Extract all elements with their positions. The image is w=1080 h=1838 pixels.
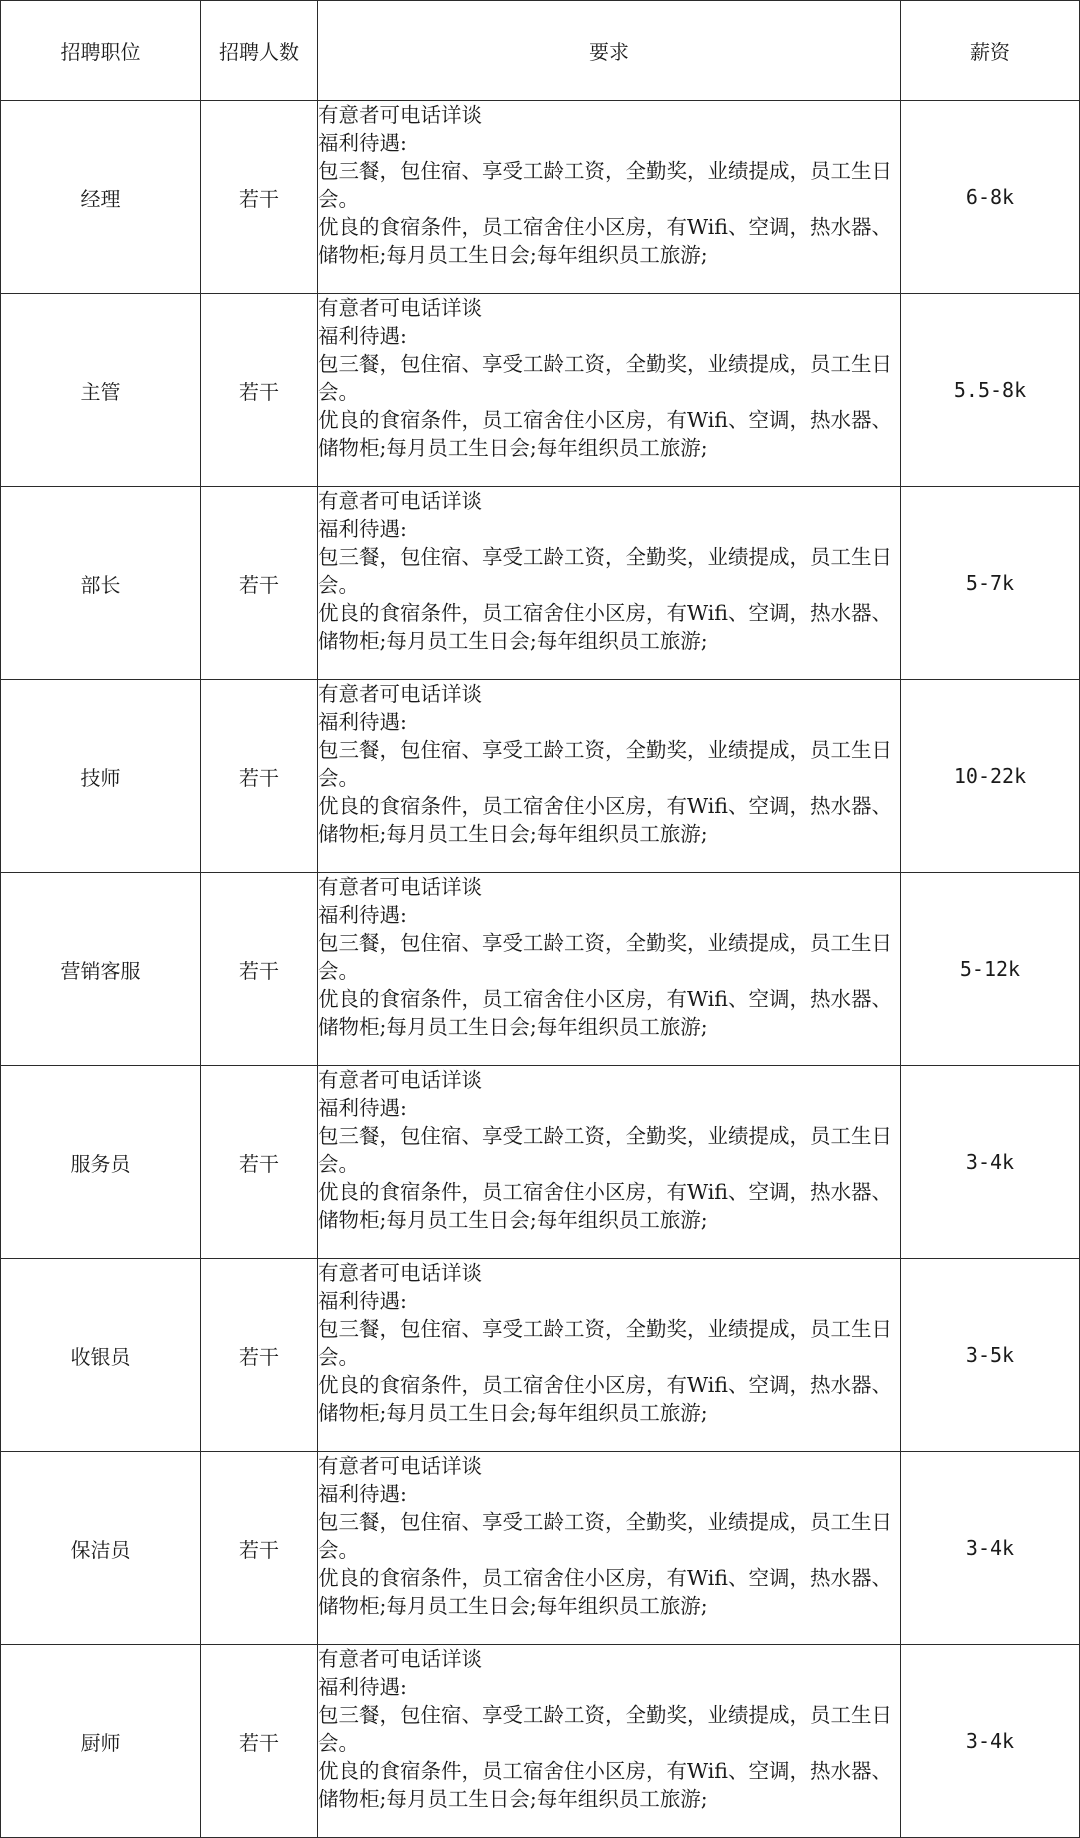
position-cell: 技师 — [1, 680, 201, 873]
salary-cell: 6-8k — [901, 101, 1080, 294]
requirements-cell — [318, 294, 901, 487]
salary-cell: 3-4k — [901, 1645, 1080, 1838]
count-cell: 若干 — [201, 1066, 318, 1259]
requirement-line: 福利待遇: — [318, 1289, 407, 1313]
header-requirements: 要求 — [318, 1, 901, 101]
requirement-line: 优良的食宿条件，员工宿舍住小区房，有Wifi、空调，热水器、储物柜;每月员工生日会;每年组织员工旅游; — [318, 1759, 892, 1811]
requirement-line: 福利待遇: — [318, 1482, 407, 1506]
requirement-line: 包三餐，包住宿、享受工龄工资，全勤奖，业绩提成，员工生日会。 — [318, 545, 892, 597]
requirement-line: 有意者可电话详谈 — [318, 1068, 482, 1092]
requirement-line: 福利待遇: — [318, 324, 407, 348]
position-cell: 经理 — [1, 101, 201, 294]
count-cell: 若干 — [201, 680, 318, 873]
salary-cell: 10-22k — [901, 680, 1080, 873]
salary-cell: 5-7k — [901, 487, 1080, 680]
requirements-cell — [318, 101, 901, 294]
table-row — [1, 487, 1080, 680]
count-cell: 若干 — [201, 1452, 318, 1645]
requirement-line: 福利待遇: — [318, 1675, 407, 1699]
requirement-line: 有意者可电话详谈 — [318, 489, 482, 513]
requirement-line: 有意者可电话详谈 — [318, 682, 482, 706]
requirement-line: 包三餐，包住宿、享受工龄工资，全勤奖，业绩提成，员工生日会。 — [318, 352, 892, 404]
count-cell: 若干 — [201, 873, 318, 1066]
position-cell: 保洁员 — [1, 1452, 201, 1645]
requirement-line: 优良的食宿条件，员工宿舍住小区房，有Wifi、空调，热水器、储物柜;每月员工生日会;每年组织员工旅游; — [318, 987, 892, 1039]
requirement-line: 优良的食宿条件，员工宿舍住小区房，有Wifi、空调，热水器、储物柜;每月员工生日会;每年组织员工旅游; — [318, 408, 892, 460]
requirement-line: 优良的食宿条件，员工宿舍住小区房，有Wifi、空调，热水器、储物柜;每月员工生日会;每年组织员工旅游; — [318, 1180, 892, 1232]
table-row — [1, 873, 1080, 1066]
count-cell: 若干 — [201, 1645, 318, 1838]
requirement-line: 福利待遇: — [318, 517, 407, 541]
header-row — [1, 1, 1080, 101]
header-salary: 薪资 — [901, 1, 1080, 101]
position-cell: 主管 — [1, 294, 201, 487]
table-body — [1, 101, 1080, 1838]
count-cell: 若干 — [201, 101, 318, 294]
count-cell: 若干 — [201, 1259, 318, 1452]
count-cell: 若干 — [201, 294, 318, 487]
requirement-line: 福利待遇: — [318, 1096, 407, 1120]
requirement-line: 包三餐，包住宿、享受工龄工资，全勤奖，业绩提成，员工生日会。 — [318, 931, 892, 983]
requirement-line: 优良的食宿条件，员工宿舍住小区房，有Wifi、空调，热水器、储物柜;每月员工生日会;每年组织员工旅游; — [318, 215, 892, 267]
requirement-line: 包三餐，包住宿、享受工龄工资，全勤奖，业绩提成，员工生日会。 — [318, 1317, 892, 1369]
table-row — [1, 1452, 1080, 1645]
table-row — [1, 680, 1080, 873]
requirement-line: 优良的食宿条件，员工宿舍住小区房，有Wifi、空调，热水器、储物柜;每月员工生日会;每年组织员工旅游; — [318, 1373, 892, 1425]
requirement-line: 优良的食宿条件，员工宿舍住小区房，有Wifi、空调，热水器、储物柜;每月员工生日会;每年组织员工旅游; — [318, 794, 892, 846]
salary-cell: 3-5k — [901, 1259, 1080, 1452]
requirements-cell — [318, 1645, 901, 1838]
position-cell: 厨师 — [1, 1645, 201, 1838]
requirements-cell — [318, 873, 901, 1066]
requirement-line: 福利待遇: — [318, 131, 407, 155]
requirement-line: 有意者可电话详谈 — [318, 103, 482, 127]
table-row — [1, 1645, 1080, 1838]
count-cell: 若干 — [201, 487, 318, 680]
requirement-line: 包三餐，包住宿、享受工龄工资，全勤奖，业绩提成，员工生日会。 — [318, 159, 892, 211]
requirements-cell — [318, 1066, 901, 1259]
requirement-line: 优良的食宿条件，员工宿舍住小区房，有Wifi、空调，热水器、储物柜;每月员工生日会;每年组织员工旅游; — [318, 1566, 892, 1618]
requirement-line: 福利待遇: — [318, 710, 407, 734]
requirement-line: 包三餐，包住宿、享受工龄工资，全勤奖，业绩提成，员工生日会。 — [318, 738, 892, 790]
requirements-cell — [318, 680, 901, 873]
salary-cell: 5.5-8k — [901, 294, 1080, 487]
position-cell: 营销客服 — [1, 873, 201, 1066]
requirements-cell — [318, 487, 901, 680]
table-row — [1, 1066, 1080, 1259]
salary-cell: 5-12k — [901, 873, 1080, 1066]
salary-cell: 3-4k — [901, 1452, 1080, 1645]
requirement-line: 有意者可电话详谈 — [318, 1454, 482, 1478]
header-position: 招聘职位 — [1, 1, 201, 101]
header-count: 招聘人数 — [201, 1, 318, 101]
requirement-line: 有意者可电话详谈 — [318, 1261, 482, 1285]
position-cell: 服务员 — [1, 1066, 201, 1259]
table-row — [1, 101, 1080, 294]
requirement-line: 包三餐，包住宿、享受工龄工资，全勤奖，业绩提成，员工生日会。 — [318, 1703, 892, 1755]
table-row — [1, 294, 1080, 487]
requirement-line: 优良的食宿条件，员工宿舍住小区房，有Wifi、空调，热水器、储物柜;每月员工生日会;每年组织员工旅游; — [318, 601, 892, 653]
salary-cell: 3-4k — [901, 1066, 1080, 1259]
requirements-cell — [318, 1259, 901, 1452]
requirements-cell — [318, 1452, 901, 1645]
position-cell: 收银员 — [1, 1259, 201, 1452]
requirement-line: 有意者可电话详谈 — [318, 1647, 482, 1671]
requirement-line: 包三餐，包住宿、享受工龄工资，全勤奖，业绩提成，员工生日会。 — [318, 1124, 892, 1176]
position-cell: 部长 — [1, 487, 201, 680]
requirement-line: 福利待遇: — [318, 903, 407, 927]
requirement-line: 包三餐，包住宿、享受工龄工资，全勤奖，业绩提成，员工生日会。 — [318, 1510, 892, 1562]
requirement-line: 有意者可电话详谈 — [318, 296, 482, 320]
requirement-line: 有意者可电话详谈 — [318, 875, 482, 899]
table-row — [1, 1259, 1080, 1452]
